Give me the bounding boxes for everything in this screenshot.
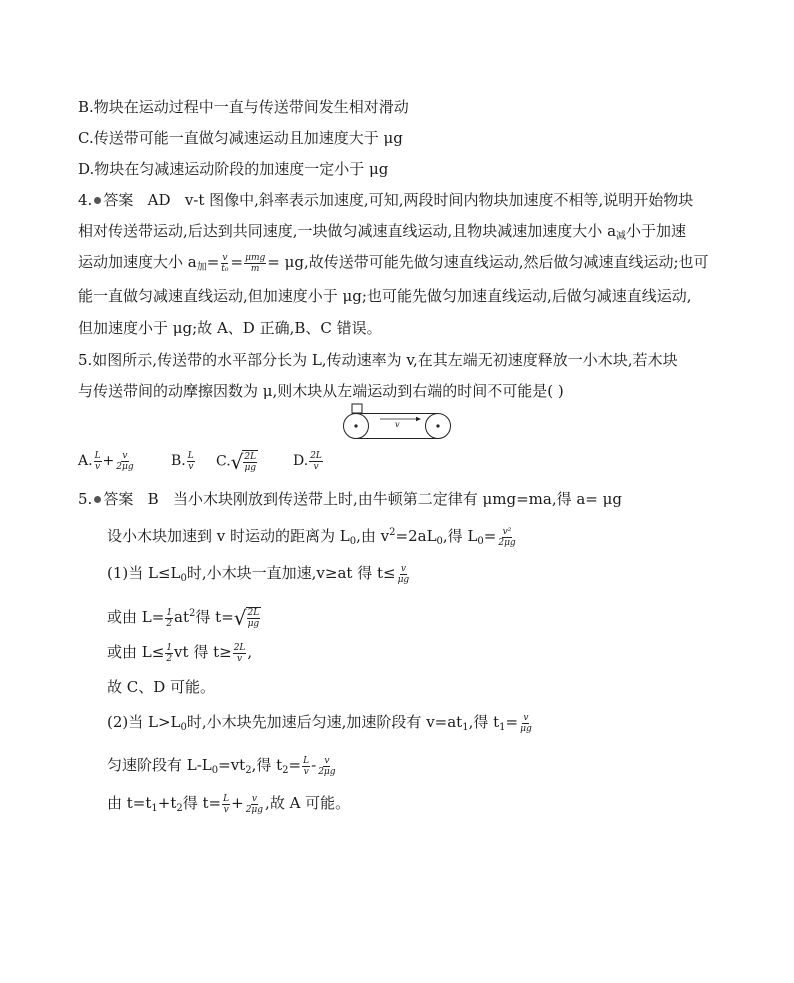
answer-5-line-9: 由 $t=t_1+t_2$得 t= $\frac{L}{v}$ + $\frac{v}{2\mu g}$ ,故 A 可能。 bbox=[107, 793, 351, 815]
question-5-line-1: 5.如图所示,传送带的水平部分长为 L,传动速率为 v,在其左端无初速度释放一小木块,若木块 bbox=[78, 351, 678, 369]
velocity-arrowhead bbox=[416, 417, 421, 421]
answer-5-line-3: (1)当 $L\le L_0$时,小木块一直加速,v≥at 得 t≤ $\frac{v}{\mu g}$ bbox=[107, 563, 410, 585]
answer-5-line-1: 5. 答案 B 当小木块刚放到传送带上时,由牛顿第二定律有 μmg=ma,得 a= μg bbox=[78, 490, 622, 508]
velocity-label: v bbox=[395, 420, 400, 429]
answer-5-line-7: (2)当 $L>L_0$时,小木块先加速后匀速,加速阶段有 $v=at_1$,得 $t_1=$ $\frac{v}{\mu g}$ bbox=[107, 712, 532, 734]
fraction: $\frac{\text{μmg}}{m}$ bbox=[245, 252, 266, 274]
q3-option-c: C.传送带可能一直做匀减速运动且加速度大于 μg bbox=[78, 129, 403, 147]
answer-4-line-2: 相对传送带运动,后达到共同速度,一块做匀减速直线运动,且物块减速加速度大小 $a_减$小于加速 bbox=[78, 222, 687, 242]
fraction: $\frac{v}{\text{t₀}}$ bbox=[221, 252, 229, 274]
answer-icon bbox=[94, 197, 101, 204]
option-a: A. $\frac{L}{v}$ + $\frac{v}{2\mu g}$ bbox=[78, 450, 134, 472]
left-pulley-axle bbox=[354, 424, 357, 427]
option-d: D. $\frac{2L}{v}$ bbox=[293, 450, 322, 472]
q3-option-d: D.物块在匀减速运动阶段的加速度一定小于 μg bbox=[78, 160, 389, 178]
answer-4-line-3: 运动加速度大小 $a_加=$ $\frac{v}{\text{t₀}}$ = $\frac{\text{μmg}}{m}$ = μg,故传送带可能先做匀速直线运动,然后做匀减速直线运动;也可 bbox=[78, 252, 709, 274]
q3-option-b: B.物块在运动过程中一直与传送带间发生相对滑动 bbox=[78, 98, 409, 116]
answer-4-line-1: 4. 答案 AD v-t 图像中,斜率表示加速度,可知,两段时间内物块加速度不相等,说明开始物块 bbox=[78, 191, 694, 209]
right-pulley-axle bbox=[436, 424, 439, 427]
wooden-block bbox=[352, 404, 362, 413]
answer-5-line-6: 故 C、D 可能。 bbox=[107, 678, 216, 696]
question-5-line-2: 与传送带间的动摩擦因数为 μ,则木块从左端运动到右端的时间不可能是( ) bbox=[78, 382, 564, 400]
conveyor-belt-diagram bbox=[340, 403, 458, 441]
answer-5-line-5: 或由 L≤ $\frac{1}{2}$ vt 得 t≥ $\frac{2L}{v}$ , bbox=[107, 642, 253, 664]
answer-5-line-2: 设小木块加速到 v 时运动的距离为 $L_0$,由 $v^2=2aL_0$,得 $L_0=$ $\frac{\text{v²}}{2\mu g}$ bbox=[107, 526, 516, 548]
answer-5-line-4: 或由 L= $\frac{1}{2}$ $at^2$得 t= √ $\frac{2L}{\mu g}$ bbox=[107, 606, 260, 630]
answer-5-line-8: 匀速阶段有 $L-L_0=vt_2$,得 $t_2=$ $\frac{L}{v}$ - $\frac{v}{2\mu g}$ bbox=[107, 755, 336, 777]
option-c: C. √ $\frac{2L}{\mu g}$ bbox=[216, 449, 257, 474]
answer-4-line-4: 能一直做匀减速直线运动,但加速度小于 μg;也可能先做匀加速直线运动,后做匀减速直线运动, bbox=[78, 287, 692, 305]
option-b: B. $\frac{L}{v}$ bbox=[171, 450, 194, 472]
answer-icon bbox=[94, 496, 101, 503]
answer-4-line-5: 但加速度小于 μg;故 A、D 正确,B、C 错误。 bbox=[78, 319, 382, 337]
